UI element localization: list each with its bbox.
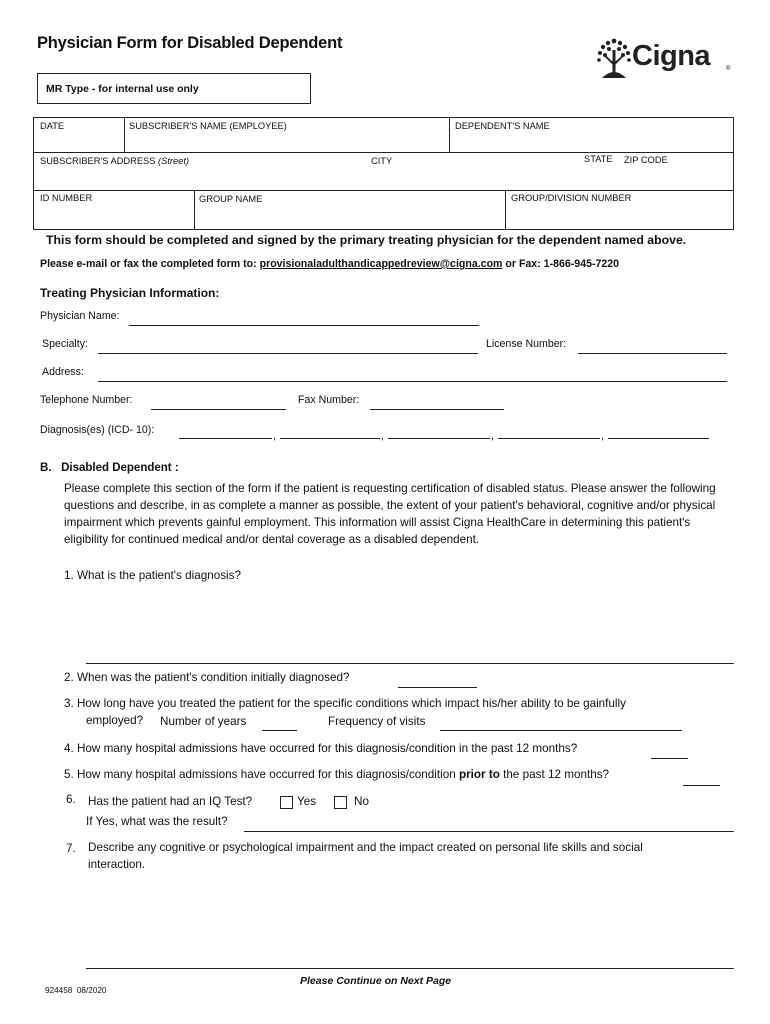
instruction-prefix: Please e-mail or fax the completed form to: [40,258,260,270]
subscriber-info-grid [33,117,734,230]
diagnosis-input-2[interactable] [280,438,380,439]
subscriber-name-field[interactable]: SUBSCRIBER'S NAME (EMPLOYEE) [129,121,287,131]
question-2: 2. When was the patient's condition initially diagnosed? [64,671,350,684]
iq-result-label: If Yes, what was the result? [86,815,228,828]
question-4: 4. How many hospital admissions have occurred for this diagnosis/condition in the past 12 months? [64,742,578,755]
question-7: Describe any cognitive or psychological impairment and the impact created on personal life skills and social [88,841,643,854]
question-3-cont: employed? [86,714,144,727]
disabled-dependent-heading: B. Disabled Dependent : [40,462,179,474]
diagnosis-input-5[interactable] [608,438,709,439]
grid-row-divider [34,190,733,191]
physician-section-heading: Treating Physician Information: [40,286,220,300]
registered-mark: ® [726,66,731,72]
physician-name-input[interactable] [129,325,479,326]
impairment-answer-line[interactable] [86,968,734,969]
city-field[interactable]: CITY [371,156,393,166]
years-label: Number of years [160,715,247,728]
grid-col-divider [194,190,195,229]
question-6: Has the patient had an IQ Test? [88,795,253,808]
id-number-field[interactable]: ID NUMBER [40,193,93,203]
date-field[interactable]: DATE [40,121,65,131]
instruction-heading: This form should be completed and signed by the primary treating physician for the dependent named above. [46,233,687,247]
grid-col-divider [505,190,506,229]
years-input[interactable] [262,730,297,731]
question-6-number: 6. [66,793,76,806]
diagnosis-input-1[interactable] [179,438,272,439]
subscriber-address-field[interactable] [40,156,189,166]
state-field[interactable]: STATE [584,154,613,164]
diagnosis-separator: , [381,430,384,442]
diagnosis-separator: , [601,430,604,442]
street-label: (Street) [158,156,190,166]
physician-name-label: Physician Name: [40,310,120,322]
question-7-cont: interaction. [88,858,146,871]
admissions-12mo-input[interactable] [651,758,688,759]
diagnosis-input-4[interactable] [498,438,600,439]
question-1: 1. What is the patient's diagnosis? [64,569,241,582]
iq-test-yes-checkbox[interactable] [280,796,293,809]
email-link[interactable]: provisionaladulthandicappedreview@cigna.com [259,258,503,270]
question-5-post: the past 12 months? [499,768,610,781]
diagnosis-label: Diagnosis(es) (ICD- 10): [40,424,155,436]
license-number-input[interactable] [578,353,727,354]
form-title: Physician Form for Disabled Dependent [37,34,343,52]
address-label: SUBSCRIBER'S ADDRESS [40,156,156,166]
iq-result-input[interactable] [244,831,734,832]
diagnosis-separator: , [491,430,494,442]
telephone-label: Telephone Number: [40,394,133,406]
question-7-number: 7. [66,842,76,855]
form-code: 924458 08/2020 [45,986,107,995]
mr-type-box [37,73,311,104]
iq-yes-label: Yes [297,795,317,808]
fax-input[interactable] [370,409,504,410]
question-3: 3. How long have you treated the patient for the specific conditions which impact his/her ability to be gainfully [64,697,626,710]
telephone-input[interactable] [151,409,286,410]
address-label: Address: [42,366,84,378]
frequency-label: Frequency of visits [328,715,426,728]
grid-col-divider [124,118,125,152]
diagnosis-answer-line[interactable] [86,663,734,664]
submission-instructions [40,258,619,270]
cigna-tree-icon [596,36,632,80]
specialty-input[interactable] [98,353,478,354]
cigna-logo [596,36,736,82]
diagnosis-separator: , [273,430,276,442]
continue-note: Please Continue on Next Page [300,975,452,987]
zip-code-field[interactable]: ZIP CODE [624,155,668,165]
section-b-instructions: Please complete this section of the form if the patient is requesting certification of disabled status. Please answer the following questions and describe, in as complete a manner as possible, the extent of your patient's behavioral, cognitive and/or physical impairment which prevents gainful employment. This information will assist Cigna HealthCare in determining this patient's eligibility for continued medical and/or dental coverage as a disabled dependent. [64,482,716,546]
mr-type-label: MR Type - for internal use only [46,83,199,95]
fax-label: Fax Number: [298,394,360,406]
grid-col-divider [449,118,450,152]
grid-row-divider [34,152,733,153]
group-division-field[interactable]: GROUP/DIVISION NUMBER [511,193,632,203]
logo-wordmark: Cigna [632,40,711,72]
diagnosis-input-3[interactable] [388,438,490,439]
admissions-prior-input[interactable] [683,785,720,786]
physician-address-input[interactable] [98,381,727,382]
specialty-label: Specialty: [42,338,88,350]
fax-number: or Fax: 1-866-945-7220 [502,258,620,270]
license-number-label: License Number: [486,338,567,350]
group-name-field[interactable]: GROUP NAME [199,194,263,204]
initial-diagnosis-input[interactable] [398,687,477,688]
dependent-name-field[interactable]: DEPENDENT'S NAME [455,121,550,131]
iq-no-label: No [354,795,369,808]
question-5 [64,768,609,781]
iq-test-no-checkbox[interactable] [334,796,347,809]
frequency-input[interactable] [440,730,682,731]
question-5-emphasis: prior to [458,768,500,781]
question-5-pre: 5. How many hospital admissions have occurred for this diagnosis/condition [64,768,459,781]
